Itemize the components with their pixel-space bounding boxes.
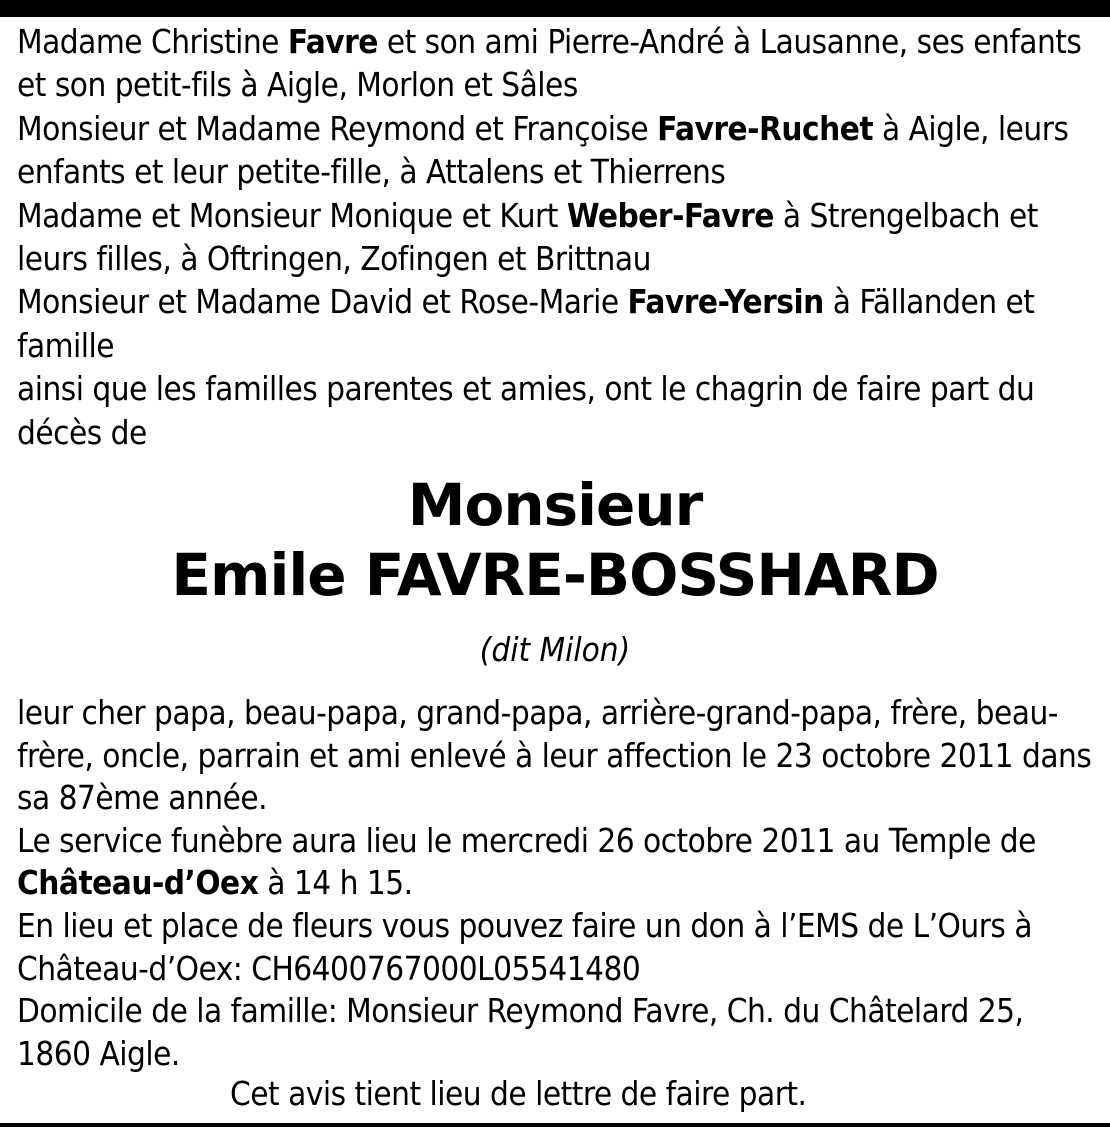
family-surname: Favre-Ruchet — [657, 108, 874, 148]
service-paragraph — [17, 820, 1097, 905]
family-line-christine — [17, 20, 1097, 107]
family-text: Madame et Monsieur Monique et Kurt — [17, 195, 567, 235]
service-time: à 14 h 15. — [258, 863, 413, 903]
family-text: à Strengelbach et leurs filles, à Oftringen, Zofingen et Brittnau — [17, 195, 1038, 279]
family-surname: Favre-Yersin — [627, 282, 824, 322]
closing-line: Cet avis tient lieu de lettre de faire part. — [230, 1074, 807, 1113]
deceased-title: Monsieur — [407, 471, 703, 539]
family-text: Monsieur et Madame David et Rose-Marie — [17, 282, 628, 322]
family-text: et son ami Pierre-André à Lausanne, ses enfants et son petit-fils à Aigle, Morlon et Sâles — [17, 22, 1082, 105]
family-line-monique — [17, 194, 1097, 281]
domicile-paragraph: Domicile de la famille: Monsieur Reymond Favre, Ch. du Châtelard 25, 1860 Aigle. — [17, 991, 1024, 1073]
family-line-david — [17, 280, 1097, 367]
family-surname: Weber-Favre — [566, 195, 774, 235]
notice-body — [17, 692, 1097, 1075]
top-rule — [0, 0, 1110, 17]
deceased-name-block — [0, 470, 1110, 610]
bottom-rule — [0, 1123, 1110, 1127]
family-intro — [17, 20, 1097, 454]
family-line-reymond — [17, 107, 1097, 194]
family-text: à Aigle, leurs enfants et leur petite-fille, à Attalens et Thierrens — [17, 108, 1069, 192]
announcement-line: ainsi que les familles parentes et amies, ont le chagrin de faire part du décès de — [17, 369, 1035, 452]
family-text: Monsieur et Madame Reymond et Françoise — [17, 108, 658, 148]
tribute-paragraph: leur cher papa, beau-papa, grand-papa, arrière-grand-papa, frère, beau-frère, oncle, parrain et ami enlevé à leur affection le 23 octobre 2011 dans sa 87ème année. — [17, 693, 1092, 818]
family-surname: Favre — [287, 22, 378, 61]
service-location: Château-d’Oex — [17, 863, 259, 903]
deceased-nickname: (dit Milon) — [479, 630, 631, 669]
service-text: Le service funèbre aura lieu le mercredi 26 octobre 2011 au Temple de — [17, 820, 1036, 860]
family-text: à Fällanden et famille — [17, 282, 1035, 365]
deceased-name: Emile FAVRE-BOSSHARD — [171, 541, 939, 609]
donation-paragraph: En lieu et place de fleurs vous pouvez faire un don à l’EMS de L’Ours à Château-d’Oex: CH6400767000L05541480 — [17, 905, 1033, 988]
family-text: Madame Christine — [17, 22, 288, 61]
